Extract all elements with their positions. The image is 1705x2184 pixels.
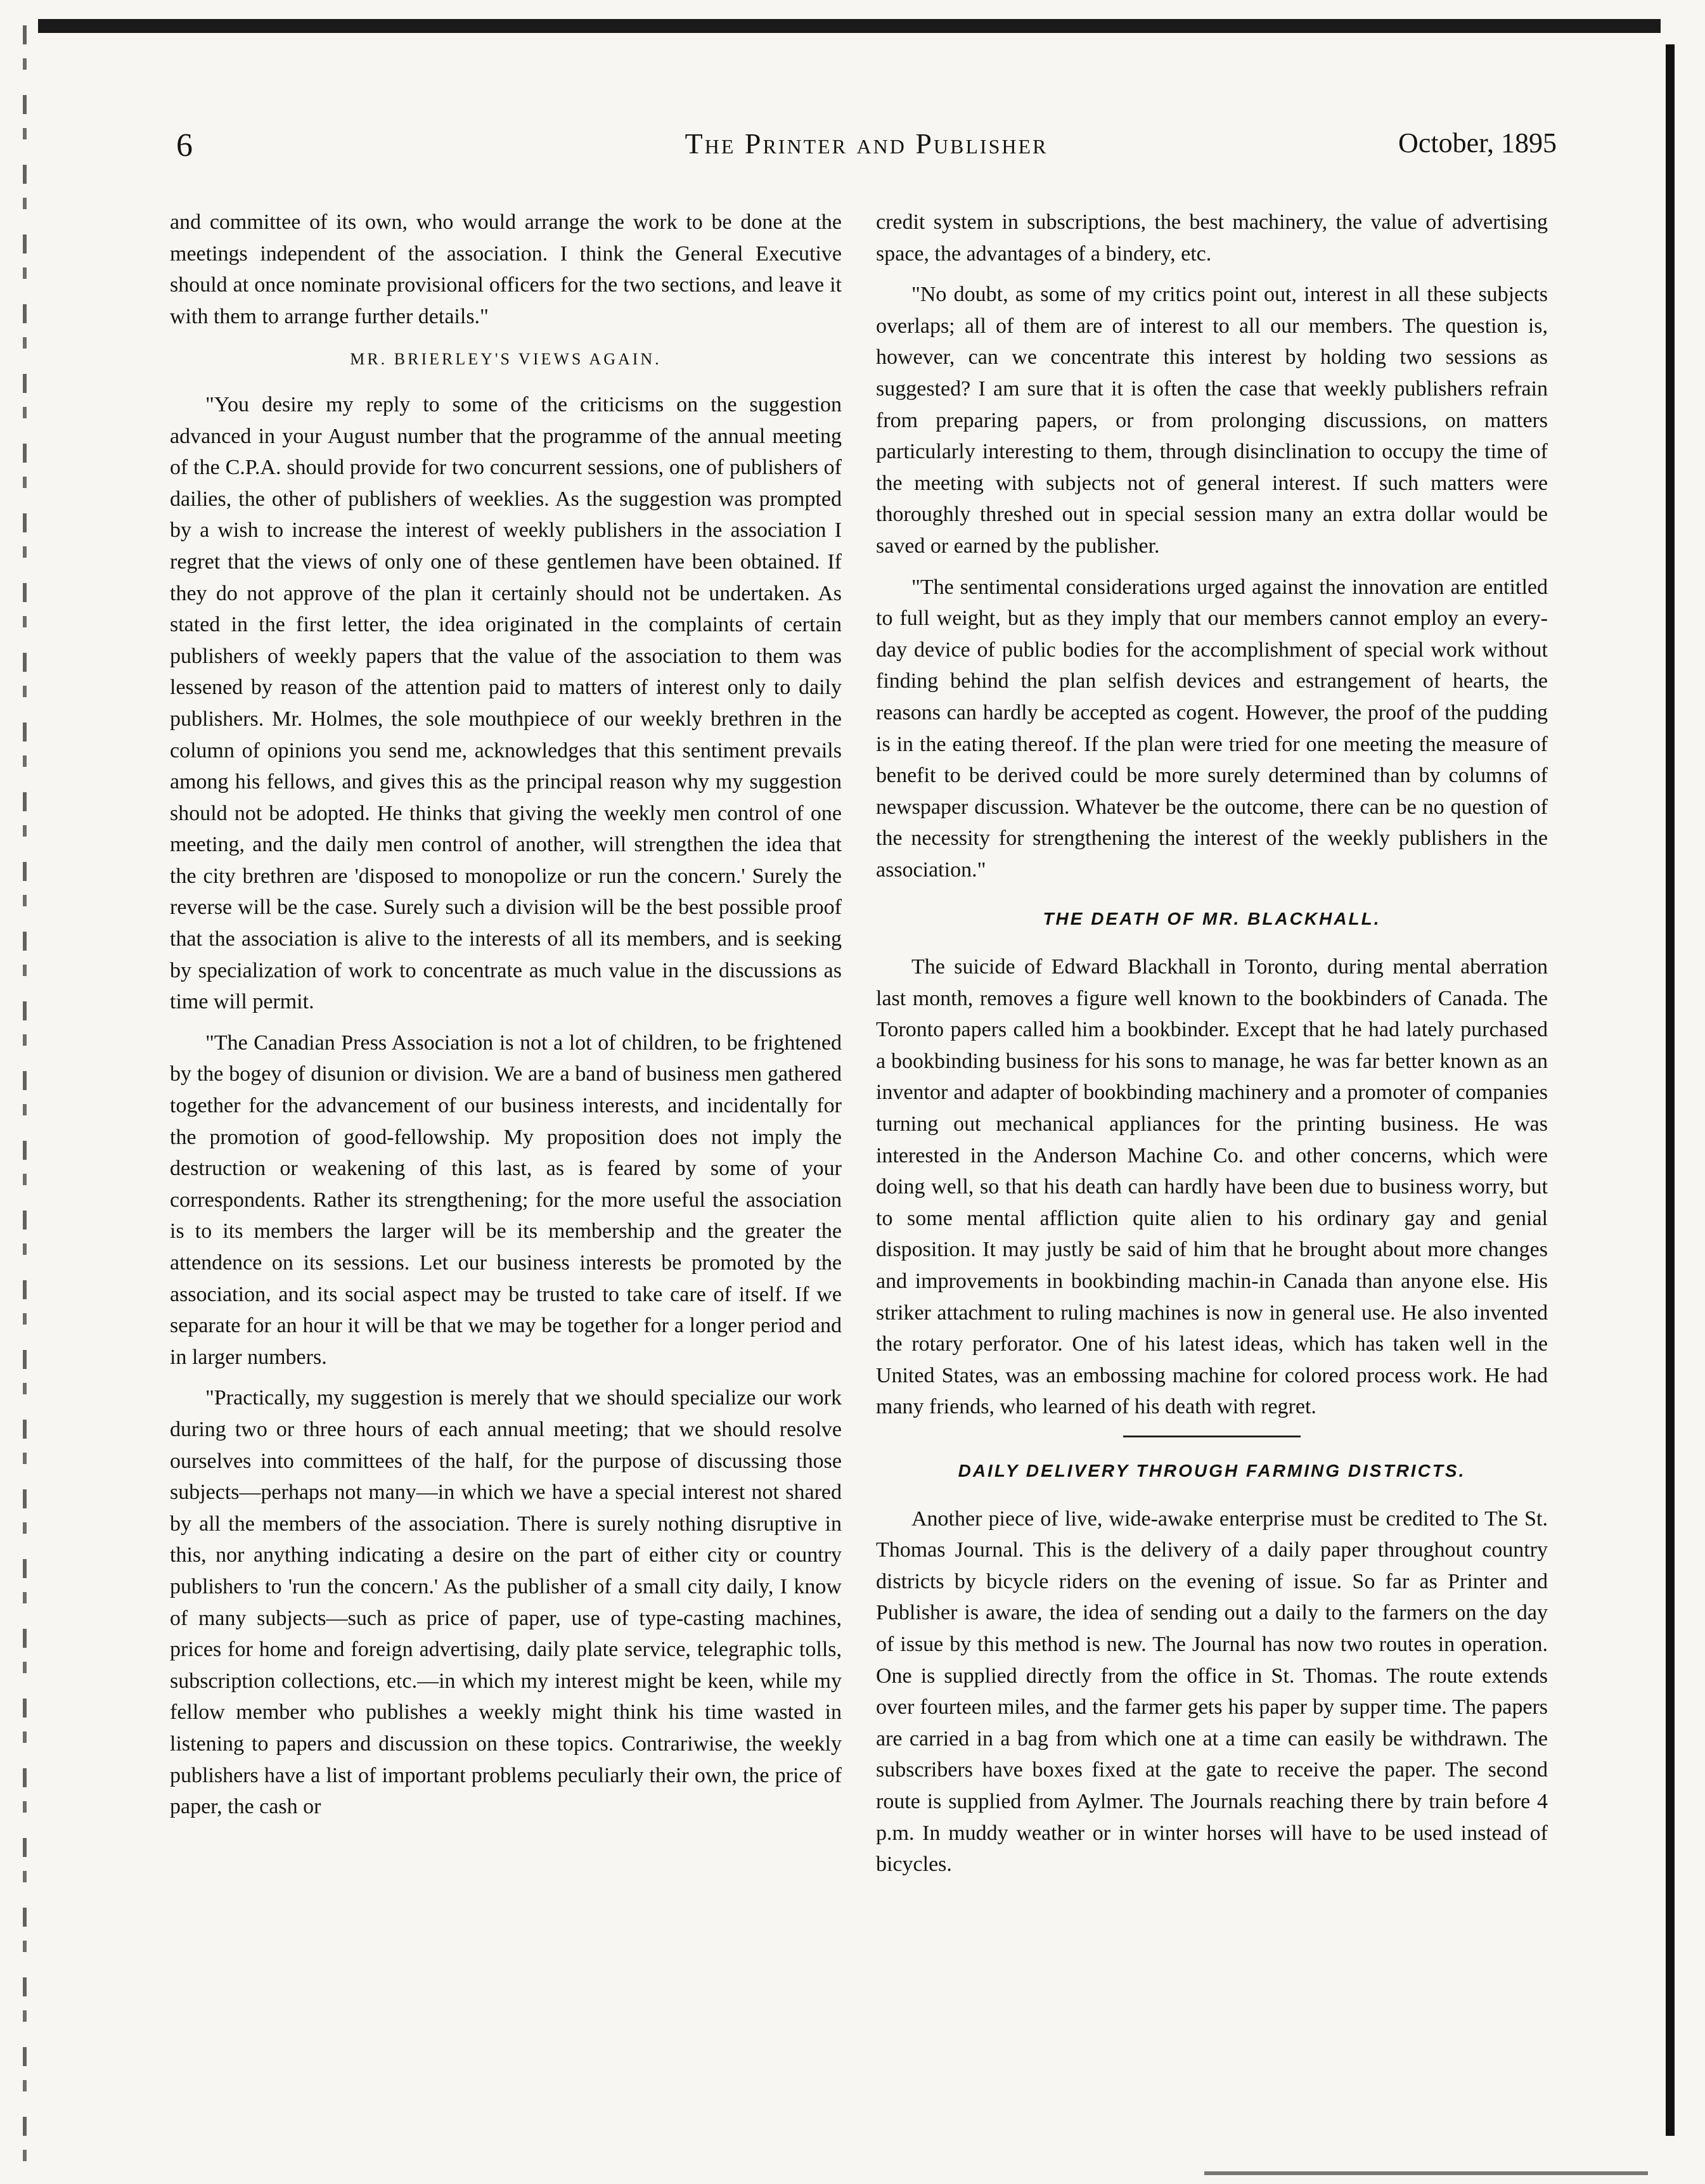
publication-title: The Printer and Publisher <box>685 127 1048 160</box>
scan-edge-top <box>38 19 1661 33</box>
issue-date: October, 1895 <box>1398 127 1557 158</box>
scan-edge-left <box>23 25 27 2168</box>
scan-edge-bottom <box>1204 2171 1648 2175</box>
paragraph: The suicide of Edward Blackhall in Toronto, during mental aberration last month, removes a figure well known to the bookbinders of Canada. The Toronto papers called him a bookbinder. Except that he had lately purchased a bookbinding business for his sons to manage, he was far better known as an inventor and adapter of bookbinding machinery and a promoter of companies turning out mechanical appliances for the printing business. He was interested in the Anderson Machine Co. and other concerns, which were doing well, so that his death can hardly have been due to business worry, but to some mental affliction quite alien to his ordinary gay and genial disposition. It may justly be said of him that he brought about more changes and improvements in bookbinding machin-in Canada than anyone else. His striker attachment to ruling machines is now in general use. He also invented the rotary perforator. One of his latest ideas, which has taken well in the United States, was an embossing machine for colored process work. He had many friends, who learned of his death with regret. <box>876 955 1548 1419</box>
scan-edge-right <box>1666 44 1675 2136</box>
paragraph: and committee of its own, who would arrange the work to be done at the meetings independent of the association. I think the General Executive should at once nominate provisional officers for the two sections, and leave it with them to arrange further details." <box>170 210 842 328</box>
paragraph: "Practically, my suggestion is merely that we should specialize our work during two or three hours of each annual meeting; that we should resolve ourselves into committees of the half, for the purpose of discussing those subjects—perhaps not many—in which we have a special interest not shared by all the members of the association. There is surely nothing disruptive in this, nor anything indicating a desire on the part of either city or country publishers to 'run the concern.' As the publisher of a small city daily, I know of many subjects—such as price of paper, use of type-casting machines, prices for home and foreign advertising, daily plate service, telegraphic tolls, subscription collections, etc.—in which my interest might be keen, while my fellow member who publishes a weekly might think his time wasted in listening to papers and discussion on these topics. Contrariwise, the weekly publishers have a list of important problems peculiarly their own, the price of paper, the cash or <box>170 1386 842 1819</box>
left-column <box>170 207 842 1832</box>
paragraph: "The Canadian Press Association is not a lot of children, to be frightened by the bogey of disunion or division. We are a band of business men gathered together for the advancement of our business interests, and incidentally for the promotion of good-fellowship. My proposition does not imply the destruction or weakening of this last, as is feared by some of your correspondents. Rather its strengthening; for the more useful the association is to its members the larger will be its membership and the greater the attendence on its sessions. Let our business interests be promoted by the association, and its social aspect may be trusted to take care of itself. If we separate for an hour it will be that we may be together for a longer period and in larger numbers. <box>170 1031 842 1369</box>
article-heading-daily-delivery: DAILY DELIVERY THROUGH FARMING DISTRICTS. <box>958 1460 1466 1481</box>
article-heading-blackhall: THE DEATH OF MR. BLACKHALL. <box>1043 909 1381 929</box>
right-column <box>876 207 1548 1890</box>
section-rule <box>1123 1436 1301 1437</box>
paragraph: Another piece of live, wide-awake enterprise must be credited to The St. Thomas Journal. This is the delivery of a daily paper throughout country districts by bicycle riders on the evening of issue. So far as Printer and Publisher is aware, the idea of sending out a daily to the farmers on the day of issue by this method is new. The Journal has now two routes in operation. One is supplied directly from the office in St. Thomas. The route extends over fourteen miles, and the farmer gets his paper by supper time. The papers are carried in a bag from which one at a time can easily be withdrawn. The subscribers have boxes fixed at the gate to receive the paper. The second route is supplied from Aylmer. The Journals reaching there by train before 4 p.m. In muddy weather or in winter horses will have to be used instead of bicycles. <box>876 1506 1548 1877</box>
running-head <box>176 127 1557 171</box>
page-number: 6 <box>176 127 193 164</box>
paragraph: "You desire my reply to some of the criticisms on the suggestion advanced in your August number that the programme of the annual meeting of the C.P.A. should provide for two concurrent sessions, one of publishers of dailies, the other of publishers of weeklies. As the suggestion was prompted by a wish to increase the interest of weekly publishers in the association I regret that the views of only one of these gentlemen have been obtained. If they do not approve of the plan it certainly should not be undertaken. As stated in the first letter, the idea originated in the complaints of certain publishers of weekly papers that the value of the association to them was lessened by reason of the attention paid to matters of interest only to daily publishers. Mr. Holmes, the sole mouthpiece of our weekly brethren in the column of opinions you send me, acknowledges that this sentiment prevails among his fellows, and gives this as the principal reason why my suggestion should not be adopted. He thinks that giving the weekly men control of one meeting, and the daily men control of another, will strengthen the idea that the city brethren are 'disposed to monopolize or run the concern.' Surely the reverse will be the case. Surely such a division will be the best possible proof that the association is alive to the interests of all its members, and is seeking by specialization of work to concentrate as much value in the discussions as time will permit. <box>170 392 842 1014</box>
paragraph: credit system in subscriptions, the best machinery, the value of advertising space, the advantages of a bindery, etc. <box>876 210 1548 266</box>
paragraph: "The sentimental considerations urged against the innovation are entitled to full weight, but as they imply that our members cannot employ an every-day device of public bodies for the accomplishment of special work without finding behind the plan selfish devices and estrangement of hearts, the reasons can hardly be accepted as cogent. However, the proof of the pudding is in the eating thereof. If the plan were tried for one meeting the measure of benefit to be derived could be more surely determined than by columns of newspaper discussion. Whatever be the outcome, there can be no question of the necessity for strengthening the interest of the weekly publishers in the association." <box>876 575 1548 882</box>
section-subhead: MR. BRIERLEY'S VIEWS AGAIN. <box>350 350 662 369</box>
paragraph: "No doubt, as some of my critics point out, interest in all these subjects overlaps; all of them are of interest to all our members. The question is, however, can we concentrate this interest by holding two sessions as suggested? I am sure that it is often the case that weekly publishers refrain from preparing papers, or from prolonging discussions, on matters particularly interesting to them, through disinclination to occupy the time of the meeting with subjects not of general interest. If such matters were thoroughly threshed out in special session many an extra dollar would be saved or earned by the publisher. <box>876 283 1548 558</box>
